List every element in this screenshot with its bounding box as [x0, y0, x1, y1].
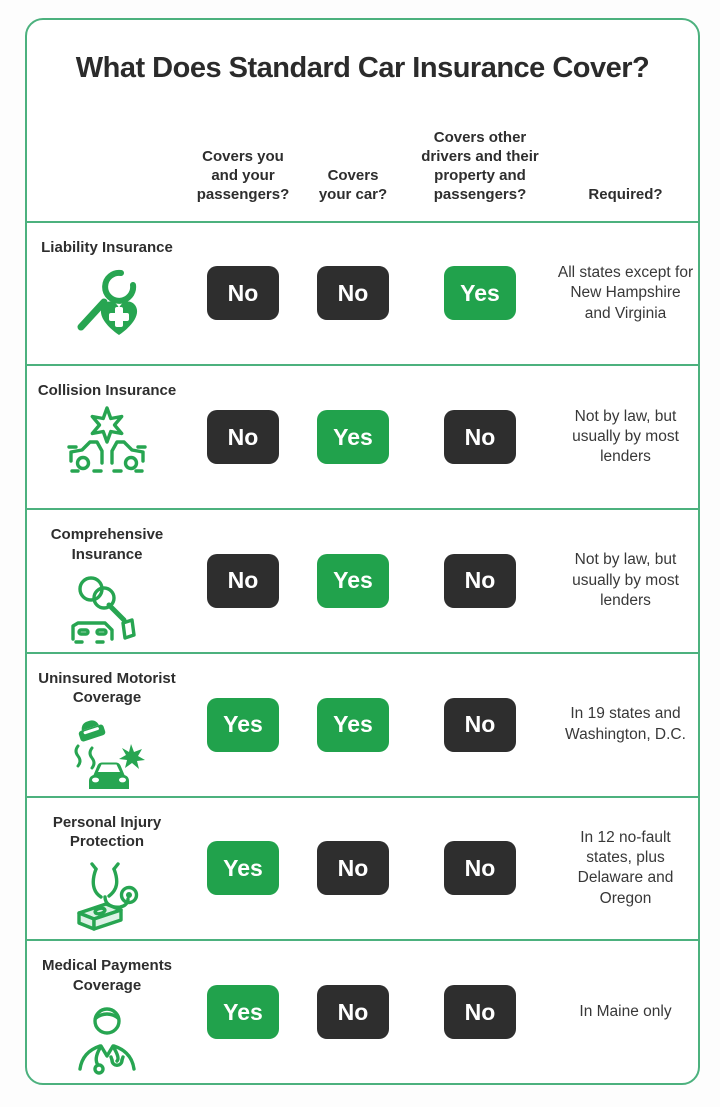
column-header-covers-others: Covers other drivers and their property and passengers?: [421, 128, 539, 204]
insurance-type-label: Personal Injury Protection: [52, 813, 162, 851]
insurance-type-cell: [27, 798, 187, 940]
skidding-car-crash-icon: [67, 712, 147, 792]
table-row-medical-payments: [27, 939, 698, 1083]
insurance-type-cell: [27, 941, 187, 1083]
required-text: All states except for New Hampshire and Virginia: [557, 263, 694, 322]
stethoscope-money-icon: [67, 856, 147, 936]
covers-car-badge: Yes: [317, 698, 389, 752]
covers-car-badge: Yes: [317, 554, 389, 608]
table-row-collision: [27, 364, 698, 508]
car-collision-icon: [67, 405, 147, 485]
covers-you-badge: No: [207, 554, 279, 608]
page-title: What Does Standard Car Insurance Cover?: [75, 52, 650, 84]
insurance-type-label: Comprehensive Insurance: [50, 526, 164, 563]
insurance-type-cell: [27, 366, 187, 508]
covers-others-badge: No: [444, 698, 516, 752]
covers-others-badge: Yes: [444, 266, 516, 320]
covers-car-badge: Yes: [317, 410, 389, 464]
table-row-personal-injury: [27, 796, 698, 940]
insurance-type-cell: [27, 654, 187, 796]
required-text: Not by law, but usually by most lenders: [572, 407, 679, 466]
column-header-covers-car: Covers your car?: [318, 167, 388, 204]
required-text: In 12 no-fault states, plus Delaware and Oregon: [577, 828, 674, 907]
wrench-heart-icon: [67, 261, 147, 341]
covers-others-badge: No: [444, 841, 516, 895]
table-header: [27, 20, 698, 221]
covers-others-badge: No: [444, 410, 516, 464]
insurance-type-cell: [27, 510, 187, 652]
required-text: In 19 states and Washington, D.C.: [565, 705, 686, 743]
covers-you-badge: Yes: [207, 841, 279, 895]
covers-you-badge: Yes: [207, 698, 279, 752]
covers-car-badge: No: [317, 841, 389, 895]
column-headers: [27, 128, 698, 221]
required-text: Not by law, but usually by most lenders: [572, 551, 679, 610]
insurance-type-label: Medical Payments Coverage: [41, 957, 173, 994]
insurance-type-cell: [27, 223, 187, 365]
covers-you-badge: No: [207, 266, 279, 320]
covers-car-badge: No: [317, 266, 389, 320]
covers-others-badge: No: [444, 554, 516, 608]
covers-you-badge: No: [207, 410, 279, 464]
column-header-required: Required?: [588, 186, 663, 204]
doctor-icon: [67, 999, 147, 1079]
tree-on-car-icon: [67, 568, 147, 648]
insurance-type-label: Uninsured Motorist Coverage: [38, 669, 176, 707]
column-header-covers-you: Covers you and your passengers?: [196, 148, 290, 204]
infographic-card: [25, 18, 700, 1085]
covers-others-badge: No: [444, 985, 516, 1039]
table-row-liability: [27, 221, 698, 365]
required-text: In Maine only: [579, 1002, 672, 1020]
covers-car-badge: No: [317, 985, 389, 1039]
table-row-comprehensive: [27, 508, 698, 652]
table-row-uninsured-motorist: [27, 652, 698, 796]
insurance-type-label: Collision Insurance: [37, 382, 177, 400]
insurance-type-label: Liability Insurance: [41, 238, 173, 256]
covers-you-badge: Yes: [207, 985, 279, 1039]
